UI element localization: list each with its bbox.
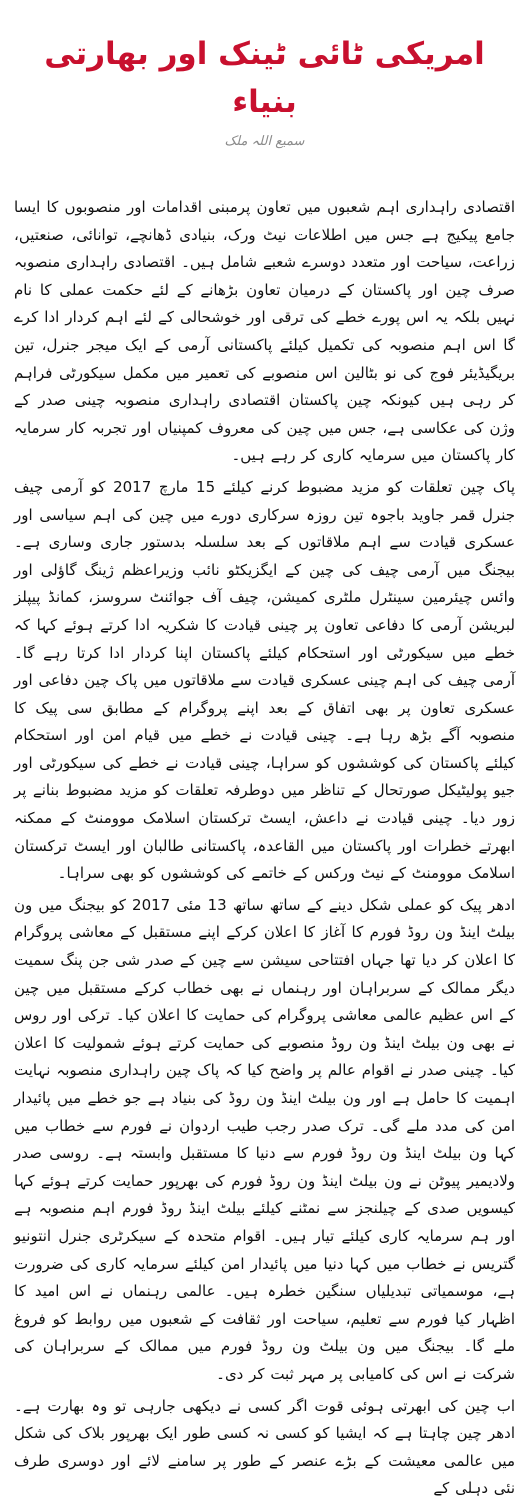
article-body xyxy=(14,194,515,1503)
article-paragraph: اقتصادی راہداری اہم شعبوں میں تعاون پرمبنی اقدامات اور منصوبوں کا ایسا جامع پیکیج ہے جس میں اطلاعات نیٹ ورک، بنیادی ڈھانچے، توانائی، صنعتیں، زراعت، سیاحت اور متعدد دوسرے شعبے شامل ہیں۔ اقتصادی راہداری منصوبہ صرف چین اور پاکستان کے درمیان تعاون بڑھانے کے لئے حکمت عملی کا نام نہیں بلکہ یہ اس پورے خطے کی ترقی اور خوشحالی کے لئے اہم کردار ادا کرے گا اس اہم منصوبہ کی تکمیل کیلئے پاکستانی آرمی کے ایک میجر جنرل، تین بریگیڈیئر فوج کی نو بٹالین اس منصوبے کی تعمیر میں مکمل سیکورٹی فراہم کر رہی ہیں کیونکہ چین پاکستان اقتصادی راہداری منصوبہ چینی صدر کے وژن کی عکاسی ہے، جس میں چین کی معروف کمپنیاں اور تجربہ کار سرمایہ کار پاکستان میں سرمایہ کاری کر رہے ہیں۔ xyxy=(14,198,515,465)
article-paragraph: ادھر پیک کو عملی شکل دینے کے ساتھ ساتھ 13 مئی 2017 کو بیجنگ میں ون بیلٹ اینڈ ون روڈ فورم کا آغاز کا اعلان کرکے اپنے مستقبل کے معاشی پروگرام کا اعلان کر دیا تھا جہاں افتتاحی سیشن سے چین کے صدر شی جن پنگ سمیت دیگر ممالک کے سربراہان اور رہنماں نے بھی خطاب کرکے مستقبل میں چین کے اس عظیم عالمی معاشی پروگرام کی حمایت کا اعلان کیا۔ ترکی اور روس نے بھی ون بیلٹ اینڈ ون روڈ منصوبے کی حمایت کرتے ہوئے شمولیت کا اعلان کیا۔ چینی صدر نے اقوام عالم پر واضح کیا کہ پاک چین راہداری منصوبہ نہایت اہمیت کا حامل ہے اور ون بیلٹ اینڈ ون روڈ کی بنیاد ہے جو خطے میں پائیدار امن کی مدد ملے گی۔ ترک صدر رجب طیب اردوان نے فورم سے خطاب میں کہا ون بیلٹ اینڈ ون روڈ فورم سے دنیا کا مستقبل وابستہ ہے۔ روسی صدر ولادیمیر پیوٹن نے ون بیلٹ اینڈ ون روڈ فورم کی بھرپور حمایت کرتے ہوئے کہا کیسویں صدی کے چیلنجز سے نمٹنے کیلئے بیلٹ اینڈ روڈ فورم اہم منصوبہ ہے اور ہم سرمایہ کاری کیلئے تیار ہیں۔ اقوام متحدہ کے سیکرٹری جنرل انتونیو گتریس نے خطاب میں کہا دنیا میں پائیدار امن کیلئے سرمایہ کاری کی ضرورت ہے، موسمیاتی تبدیلیاں سنگین خطرہ ہیں۔ عالمی رہنماں نے اس امید کا اظہار کیا فورم سے تعلیم، سیاحت اور ثقافت کے شعبوں میں روابط کو فروغ ملے گا۔ بیجنگ میں ون بیلٹ ون روڈ فورم میں ممالک کے سربراہان کی شرکت نے اس کی کامیابی پر مہر ثبت کر دی۔ xyxy=(14,895,516,1383)
article-headline: امریکی ٹائی ٹینک اور بھارتی بنیاء xyxy=(44,36,485,120)
article-paragraph: اب چین کی ابھرتی ہوئی قوت اگر کسی نے دیکھی جارہی تو وہ بھارت ہے۔ ادھر چین چاہتا ہے کہ ایشیا کو کسی نہ کسی طور ایک بھرپور بلاک کی شکل میں عالمی معیشت کے بڑے عنصر کے طور پر سامنے لائے اور دوسری طرف نئی دہلی کے xyxy=(14,1396,515,1498)
article-byline: سمیع اللہ ملک xyxy=(224,134,305,149)
article-paragraph: پاک چین تعلقات کو مزید مضبوط کرنے کیلئے 15 مارچ 2017 کو آرمی چیف جنرل قمر جاوید باجوہ تین روزہ سرکاری دورے میں چین کی اہم سیاسی اور عسکری قیادت سے اہم ملاقاتوں کے بعد سلسلہ بدستور جاری وساری ہے۔ بیجنگ میں آرمی چیف کی چین کے ایگزیکٹو نائب وزیراعظم ژینگ گاؤلی اور وائس چیئرمین سینٹرل ملٹری کمیشن، چیف آف جوائنٹ سروسز، کمانڈ پیپلز لبریشن آرمی کا دفاعی تعاون پر چینی قیادت کا شکریہ ادا کرتے ہوئے کہا کہ خطے میں سیکورٹی اور استحکام کیلئے پاکستان اپنا کردار ادا کرتا رہے گا۔ آرمی چیف کی اہم چینی عسکری قیادت سے ملاقاتوں میں پاک چین دفاعی اور عسکری تعاون پر بھی اتفاق کے بعد اپنے پروگرام کے مطابق سی پیک کا منصوبہ آگے بڑھ رہا ہے۔ چینی قیادت نے خطے میں قیام امن اور استحکام کیلئے پاکستان کی کوششوں کو سراہا، چینی قیادت نے خطے کی سیکورٹی اور جیو پولیٹیکل صورتحال کے تناظر میں دوطرفہ تعلقات کو مزید مضبوط بنانے پر زور دیا۔ چینی قیادت نے داعش، ایسٹ ترکستان اسلامک موومنٹ کے ممکنہ ابھرتے خطرات اور پاکستان میں القاعدہ، پاکستانی طالبان اور ایسٹ ترکستان اسلامک موومنٹ کے نیٹ ورکس کے خاتمے کی کوششوں کو بھی سراہا۔ xyxy=(14,477,515,883)
